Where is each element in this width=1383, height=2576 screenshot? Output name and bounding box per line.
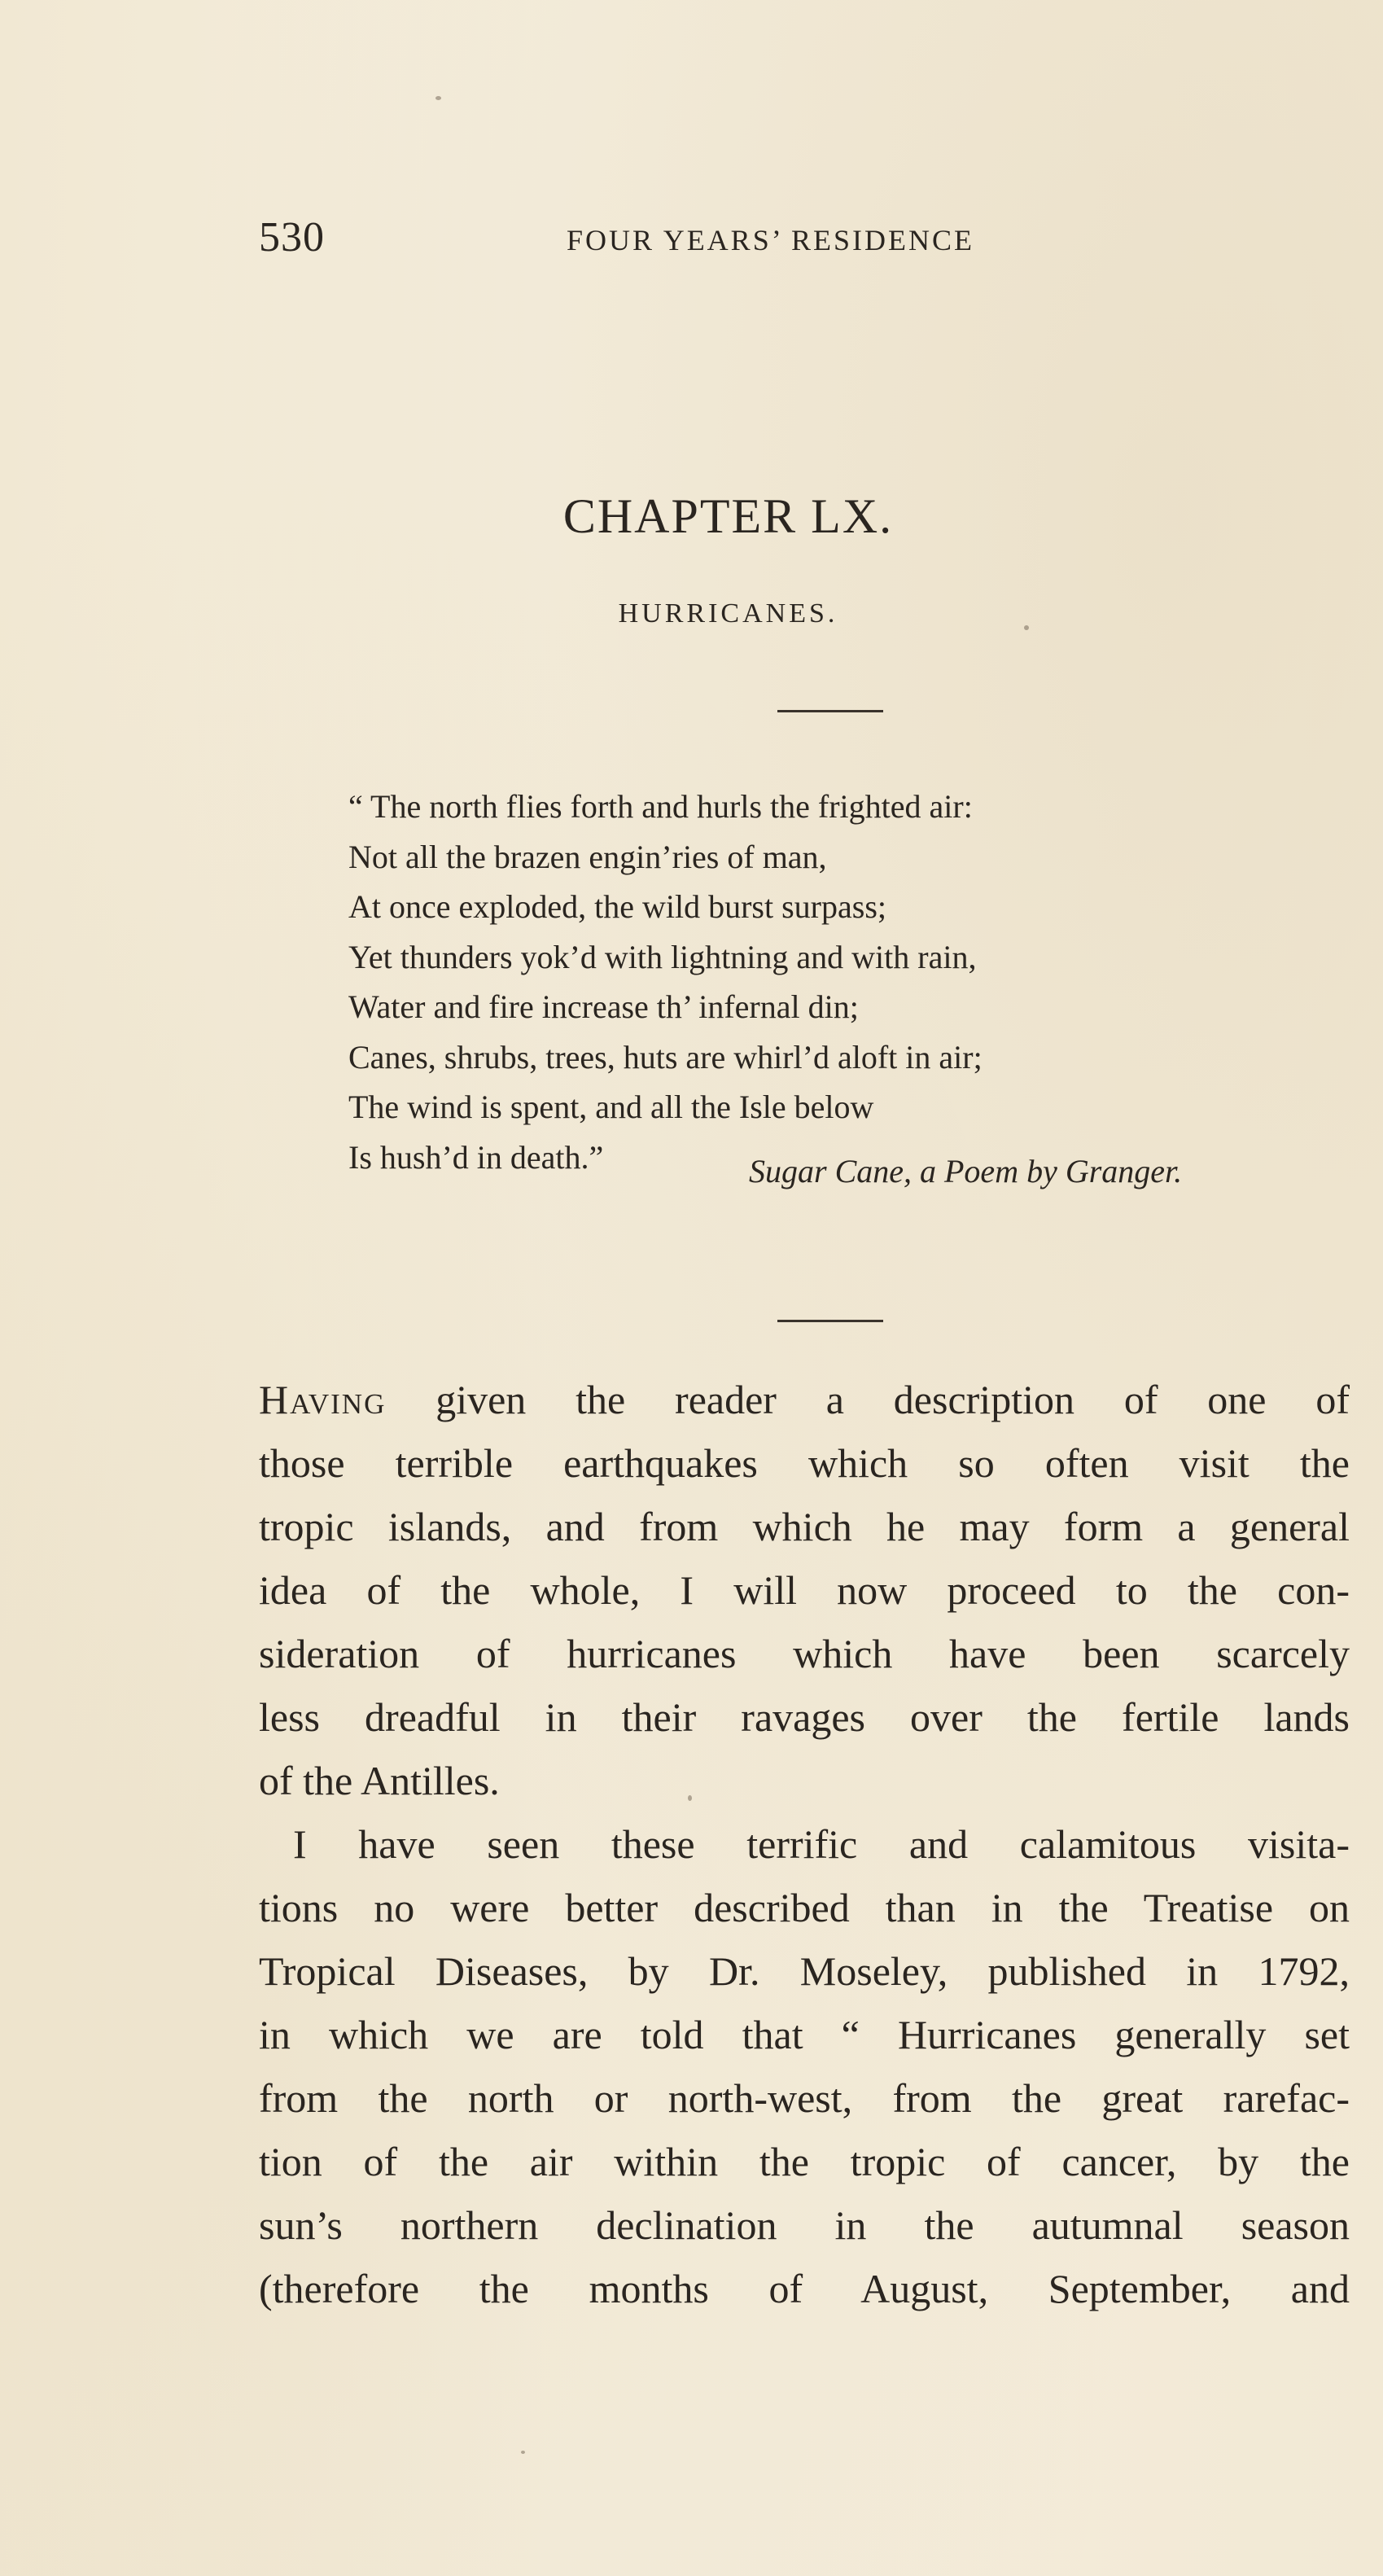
epigraph-line: Water and fire increase th’ infernal din; bbox=[348, 988, 859, 1025]
epigraph-line: Canes, shrubs, trees, huts are whirl’d aloft in air; bbox=[348, 1038, 983, 1076]
body-line bbox=[259, 1368, 1350, 1431]
body-line: idea of the whole, I will now proceed to the con- bbox=[259, 1567, 1350, 1613]
body-line: those terrible earthquakes which so often visit the bbox=[259, 1440, 1350, 1486]
body-line: tion of the air within the tropic of cancer, by the bbox=[259, 2139, 1350, 2184]
chapter-title: CHAPTER LX. bbox=[562, 489, 894, 543]
body-line: tropic islands, and from which he may form a general bbox=[259, 1504, 1350, 1549]
body-line: tions no were better described than in the Treatise on bbox=[259, 1885, 1350, 1930]
epigraph-line: At once exploded, the wild burst surpass; bbox=[348, 888, 886, 925]
epigraph-line: Is hush’d in death.” bbox=[348, 1138, 604, 1176]
body-line: less dreadful in their ravages over the fertile lands bbox=[259, 1694, 1350, 1740]
epigraph bbox=[348, 782, 1350, 1182]
body-line: of the Antilles. bbox=[259, 1758, 500, 1803]
epigraph-line: “ The north flies forth and hurls the frighted air: bbox=[348, 788, 973, 825]
lead-word: Having bbox=[259, 1377, 387, 1422]
paper-speck bbox=[688, 1795, 692, 1801]
body-line: sun’s northern declination in the autumnal season bbox=[259, 2202, 1350, 2248]
body-line: sideration of hurricanes which have been scarcely bbox=[259, 1631, 1350, 1676]
body-text bbox=[259, 1368, 1350, 2320]
body-line: I have seen these terrific and calamitous visita- bbox=[293, 1821, 1350, 1867]
running-head: FOUR YEARS’ RESIDENCE bbox=[567, 224, 975, 256]
epigraph-attribution: Sugar Cane, a Poem by Granger. bbox=[749, 1153, 1183, 1189]
chapter-subtitle: HURRICANES. bbox=[618, 598, 838, 629]
body-line-text: given the reader a description of one of bbox=[386, 1377, 1350, 1422]
divider-rule-bottom bbox=[777, 1320, 883, 1322]
body-line: in which we are told that “ Hurricanes generally set bbox=[259, 2012, 1350, 2057]
epigraph-line: Not all the brazen engin’ries of man, bbox=[348, 838, 827, 875]
epigraph-line: The wind is spent, and all the Isle below bbox=[348, 1089, 874, 1125]
body-line: Tropical Diseases, by Dr. Moseley, published in 1792, bbox=[259, 1948, 1350, 1994]
epigraph-line: Yet thunders yok’d with lightning and with rain, bbox=[348, 938, 977, 975]
body-line: from the north or north-west, from the great rarefac- bbox=[259, 2075, 1350, 2121]
divider-rule-top bbox=[777, 710, 883, 712]
body-line: (therefore the months of August, September, and bbox=[259, 2266, 1350, 2311]
paper-speck bbox=[521, 2451, 525, 2454]
page-number: 530 bbox=[259, 214, 325, 261]
paper-speck bbox=[1024, 625, 1029, 630]
paper-speck bbox=[435, 96, 441, 100]
page-header bbox=[259, 213, 1081, 270]
